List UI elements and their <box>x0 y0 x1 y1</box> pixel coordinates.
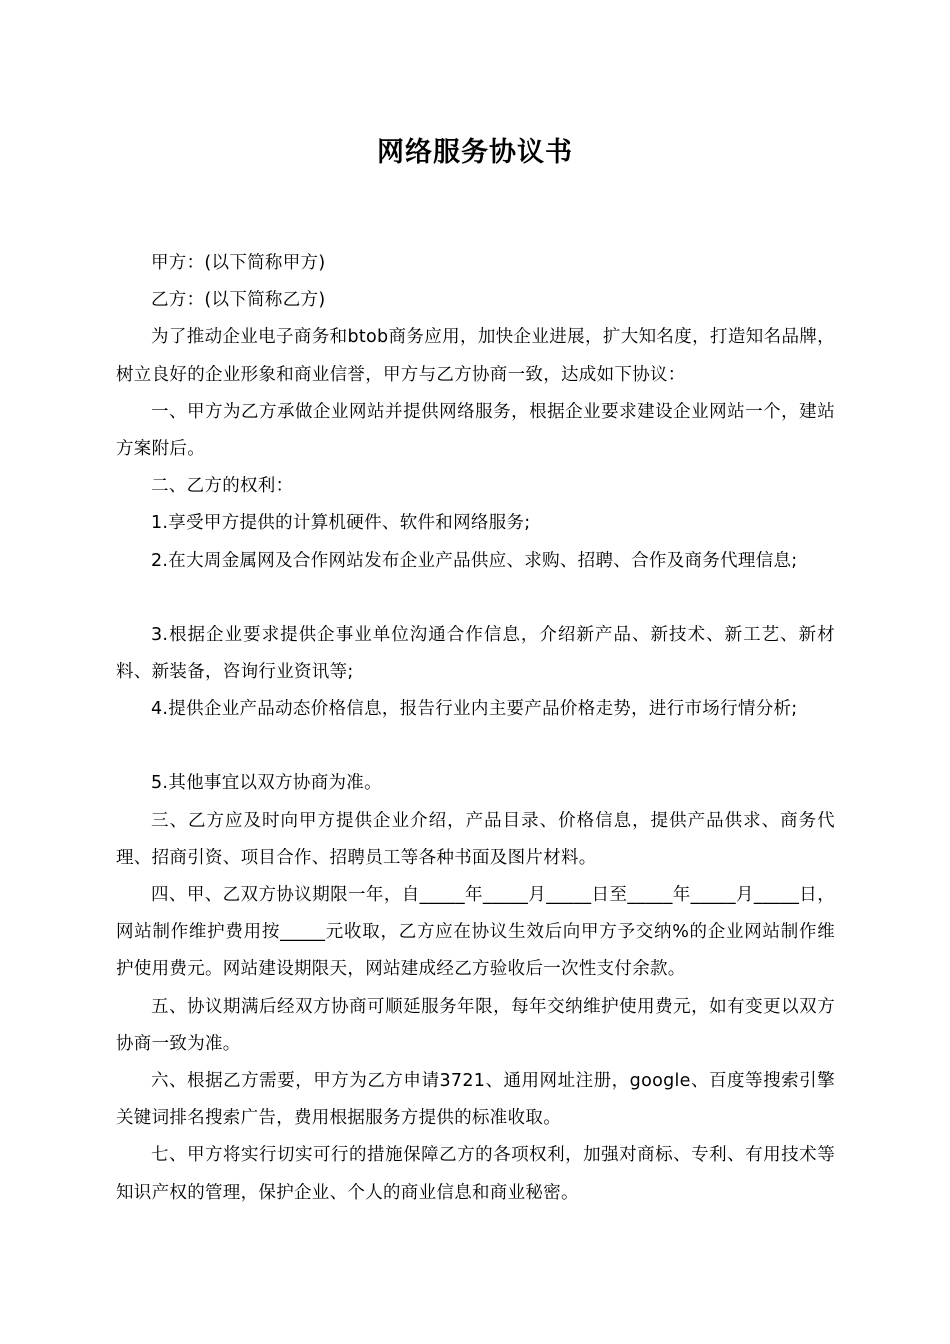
document-body <box>116 245 835 1212</box>
party-b-line: 乙方：(以下简称乙方) <box>151 290 326 311</box>
paragraph-gap <box>116 580 835 617</box>
clause-7: 七、甲方将实行切实可行的措施保障乙方的各项权利，加强对商标、专利、有用技术等知识产权的管理，保护企业、个人的商业信息和商业秘密。 <box>116 1145 835 1203</box>
document-title: 网络服务协议书 <box>377 137 573 168</box>
clause-2-item-3: 3.根据企业要求提供企事业单位沟通合作信息，介绍新产品、新技术、新工艺、新材料、新装备，咨询行业资讯等; <box>116 624 835 683</box>
clause-2-item-2: 2.在大周金属网及合作网站发布企业产品供应、求购、招聘、合作及商务代理信息; <box>151 550 798 571</box>
clause-3: 三、乙方应及时向甲方提供企业介绍，产品目录、价格信息，提供产品供求、商务代理、招商引资、项目合作、招聘员工等各种书面及图片材料。 <box>116 810 835 868</box>
clause-4: 四、甲、乙双方协议期限一年，自_____年_____月_____日至_____年_____月_____日，网站制作维护费用按_____元收取，乙方应在协议生效后向甲方予交纳%的企业网站制作维护使用费元。网站建设期限天，网站建成经乙方验收后一次性支付余款。 <box>116 885 835 980</box>
clause-2-heading: 二、乙方的权利： <box>151 476 294 497</box>
clause-2-item-5: 5.其他事宜以双方协商为准。 <box>151 773 382 794</box>
clause-5: 五、协议期满后经双方协商可顺延服务年限，每年交纳维护使用费元，如有变更以双方协商一致为准。 <box>116 996 835 1054</box>
clause-2-item-1: 1.享受甲方提供的计算机硬件、软件和网络服务; <box>151 513 531 534</box>
paragraph-gap <box>116 728 835 765</box>
preamble-paragraph: 为了推动企业电子商务和btob商务应用，加快企业进展，扩大知名度，打造知名品牌，树立良好的企业形象和商业信誉，甲方与乙方协商一致，达成如下协议： <box>116 327 835 385</box>
party-a-line: 甲方：(以下简称甲方) <box>151 253 326 273</box>
clause-1: 一、甲方为乙方承做企业网站并提供网络服务，根据企业要求建设企业网站一个，建站方案附后。 <box>116 401 835 460</box>
clause-6: 六、根据乙方需要，甲方为乙方申请3721、通用网址注册，google、百度等搜索引擎关键词排名搜索广告，费用根据服务方提供的标准收取。 <box>116 1071 835 1129</box>
clause-2-item-4: 4.提供企业产品动态价格信息，报告行业内主要产品价格走势，进行市场行情分析; <box>151 699 798 720</box>
